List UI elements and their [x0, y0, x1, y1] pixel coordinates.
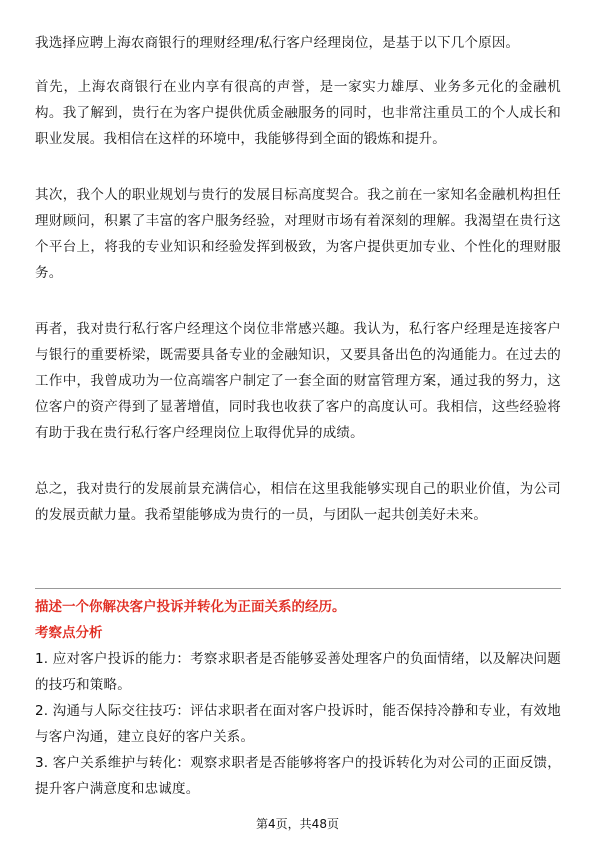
section-divider [35, 588, 561, 589]
paragraph-intro: 我选择应聘上海农商银行的理财经理/私行客户经理岗位，是基于以下几个原因。 [35, 35, 520, 51]
analysis-item: 3. 客户关系维护与转化：观察求职者是否能够将客户的投诉转化为对公司的正面反馈，提升客户满意度和忠诚度。 [35, 755, 561, 797]
analysis-item: 1. 应对客户投诉的能力：考察求职者是否能够妥善处理客户的负面情绪，以及解决问题的技巧和策略。 [35, 651, 561, 693]
question-section [35, 594, 561, 802]
paragraph-second: 其次，我个人的职业规划与贵行的发展目标高度契合。我之前在一家知名金融机构担任理财顾问，积累了丰富的客户服务经验，对理财市场有着深刻的理解。我渴望在贵行这个平台上，将我的专业知识和经验发挥到极致，为客户提供更加专业、个性化的理财服务。 [35, 187, 561, 281]
page-number: 第4页，共48页 [256, 817, 339, 831]
answer-body [35, 30, 561, 528]
analysis-item: 2. 沟通与人际交往技巧：评估求职者在面对客户投诉时，能否保持冷静和专业，有效地与客户沟通，建立良好的客户关系。 [35, 703, 561, 745]
paragraph-gap [35, 56, 561, 74]
paragraph-third: 再者，我对贵行私行客户经理这个岗位非常感兴趣。我认为，私行客户经理是连接客户与银行的重要桥梁，既需要具备专业的金融知识，又要具备出色的沟通能力。在过去的工作中，我曾成功为一位高端客户制定了一套全面的财富管理方案，通过我的努力，这位客户的资产得到了显著增值，同时我也收获了客户的高度认可。我相信，这些经验将有助于我在贵行私行客户经理岗位上取得优异的成绩。 [35, 321, 561, 441]
paragraph-first: 首先，上海农商银行在业内享有很高的声誉，是一家实力雄厚、业务多元化的金融机构。我了解到，贵行在为客户提供优质金融服务的同时，也非常注重员工的个人成长和职业发展。我相信在这样的环境中，我能够得到全面的锻炼和提升。 [35, 79, 561, 147]
paragraph-gap [35, 286, 561, 316]
paragraph-gap [35, 152, 561, 182]
paragraph-conclusion: 总之，我对贵行的发展前景充满信心，相信在这里我能够实现自己的职业价值，为公司的发展贡献力量。我希望能够成为贵行的一员，与团队一起共创美好未来。 [35, 481, 561, 523]
question-title: 描述一个你解决客户投诉并转化为正面关系的经历。 [35, 599, 346, 615]
analysis-heading: 考察点分析 [35, 625, 103, 641]
paragraph-gap [35, 446, 561, 476]
